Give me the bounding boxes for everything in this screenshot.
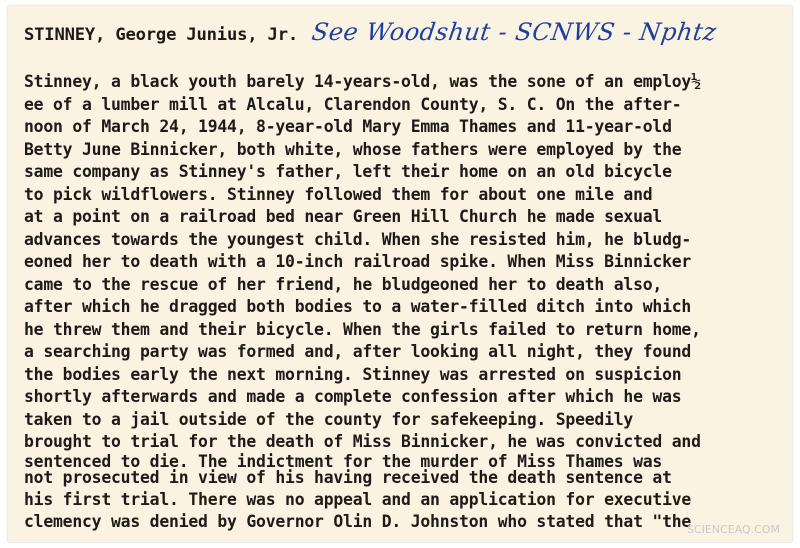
- body-line: came to the rescue of her friend, he bludgeoned her to death also,: [24, 274, 663, 294]
- body-line: brought to trial for the death of Miss Binnicker, he was convicted and: [24, 432, 701, 451]
- body-line: his first trial. There was no appeal and an application for executive: [24, 489, 692, 509]
- body-line: at a point on a railroad bed near Green Hill Church he made sexual: [24, 207, 663, 226]
- body-line: Betty June Binnicker, both white, whose fathers were employed by the: [24, 139, 682, 159]
- body-line: after which he dragged both bodies to a water-filled ditch into which: [24, 297, 692, 316]
- body-line: ee of a lumber mill at Alcalu, Clarendon County, S. C. On the after-: [24, 94, 682, 114]
- body-line: the bodies early the next morning. Stinney was arrested on suspicion: [24, 364, 682, 384]
- body-line: sentenced to die. The indictment for the murder of Miss Thames was: [24, 451, 663, 471]
- body-line: shortly afterwards and made a complete confession after which he was: [24, 387, 682, 406]
- watermark: SCIENCEAQ.COM: [686, 523, 780, 536]
- handwritten-note: See Woodshut - SCNWS - Nphtz: [310, 18, 719, 46]
- index-card: [8, 6, 792, 542]
- body-line: a searching party was formed and, after looking all night, they found: [24, 342, 692, 361]
- card-body: [24, 71, 792, 534]
- body-line: not prosecuted in view of his having received the death sentence at: [24, 467, 672, 487]
- body-line: taken to a jail outside of the county for safekeeping. Speedily: [24, 409, 634, 429]
- body-line: same company as Stinney's father, left their home on an old bicycle: [24, 162, 672, 181]
- body-line: noon of March 24, 1944, 8-year-old Mary Emma Thames and 11-year-old: [24, 117, 672, 136]
- body-line: clemency was denied by Governor Olin D. Johnston who stated that "the: [24, 512, 692, 531]
- body-line: he threw them and their bicycle. When the girls failed to return home,: [24, 319, 701, 339]
- card-heading: STINNEY, George Junius, Jr.: [24, 25, 298, 45]
- body-line: eoned her to death with a 10-inch railroad spike. When Miss Binnicker: [24, 252, 692, 271]
- body-line: advances towards the youngest child. When she resisted him, he bludg-: [24, 229, 692, 249]
- body-line: to pick wildflowers. Stinney followed them for about one mile and: [24, 184, 653, 204]
- body-line: Stinney, a black youth barely 14-years-old, was the sone of an employ½: [24, 72, 701, 91]
